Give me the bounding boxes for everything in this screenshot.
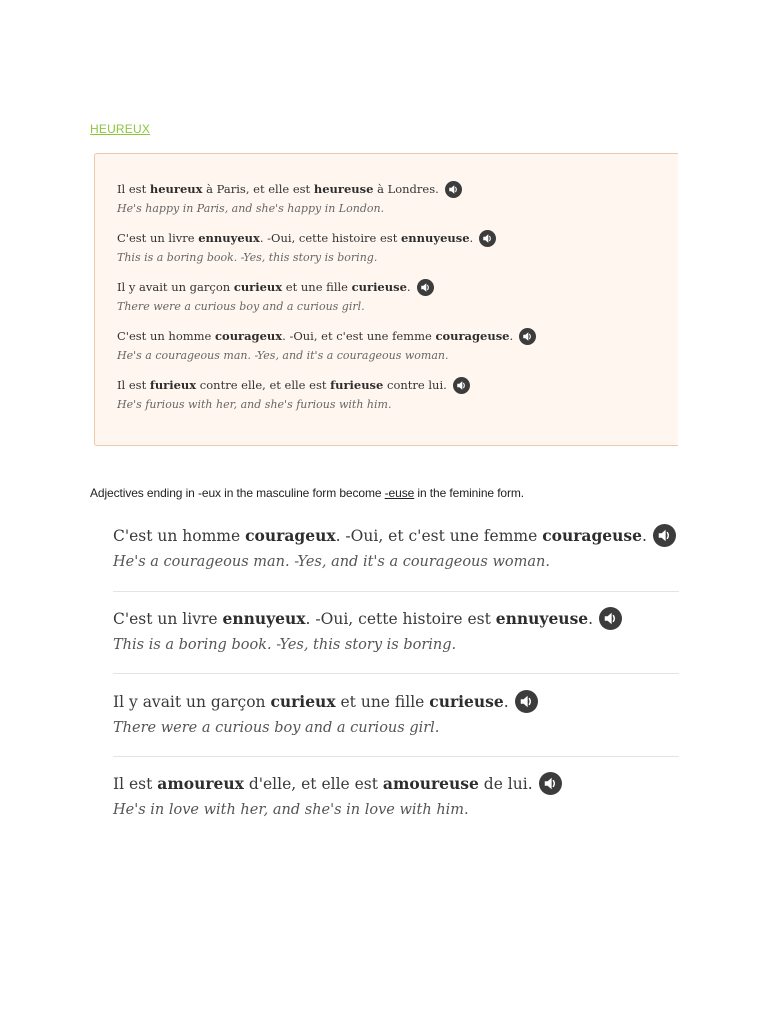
adjective-bold: furieuse (330, 378, 384, 392)
divider (113, 591, 679, 592)
list-example-1 (113, 526, 679, 572)
sentence-text: contre lui. (383, 378, 447, 392)
sentence-text: à Londres. (373, 182, 439, 196)
speaker-icon[interactable] (653, 524, 676, 547)
rule-text-underlined: -euse (384, 486, 415, 500)
adjective-bold: courageuse (435, 329, 510, 343)
sentence-text: . (406, 280, 411, 294)
box-example-3 (117, 280, 434, 314)
sentence-text: C'est un homme (117, 329, 216, 343)
adjective-bold: curieux (270, 692, 336, 711)
adjective-bold: ennuyeuse (495, 609, 589, 628)
speaker-icon[interactable] (445, 181, 462, 198)
list-example-3 (113, 692, 679, 738)
example-english: There were a curious boy and a curious girl. (117, 299, 365, 313)
adjective-bold: amoureux (157, 774, 244, 793)
example-french (113, 526, 679, 547)
example-english: He's a courageous man. -Yes, and it's a courageous woman. (117, 348, 449, 362)
example-french (117, 280, 434, 296)
speaker-icon[interactable] (515, 690, 538, 713)
sentence-text: C'est un livre (113, 610, 223, 628)
sentence-text: . (503, 693, 509, 711)
example-english: There were a curious boy and a curious girl. (113, 720, 440, 736)
example-french (117, 329, 536, 345)
adjective-bold: amoureuse (382, 774, 479, 793)
example-french (113, 692, 679, 713)
example-french (113, 774, 679, 795)
sentence-text: contre elle, et elle est (196, 378, 331, 392)
adjective-bold: curieux (233, 280, 283, 294)
list-example-4 (113, 774, 679, 820)
sentence-text: . -Oui, et c'est une femme (282, 329, 436, 343)
example-english: He's a courageous man. -Yes, and it's a courageous woman. (113, 554, 550, 570)
sentence-text: . (509, 329, 514, 343)
sentence-text: C'est un homme (113, 527, 246, 545)
adjective-bold: heureux (149, 182, 203, 196)
rule-statement (90, 486, 524, 500)
adjective-bold: ennuyeux (198, 231, 260, 245)
sentence-text: et une fille (282, 280, 352, 294)
rule-text-before: Adjectives ending in -eux in the masculine form become (90, 486, 385, 500)
examples-box (94, 153, 678, 446)
sentence-text: d'elle, et elle est (243, 775, 383, 793)
example-french (113, 609, 679, 630)
box-example-4 (117, 329, 536, 363)
box-example-5 (117, 378, 470, 412)
adjective-bold: furieux (149, 378, 197, 392)
adjective-bold: ennuyeux (222, 609, 306, 628)
sentence-text: Il est (117, 378, 150, 392)
example-french (117, 378, 470, 394)
example-english: This is a boring book. -Yes, this story is boring. (117, 250, 378, 264)
sentence-text: Il est (117, 182, 150, 196)
example-english: He's in love with her, and she's in love with him. (113, 802, 469, 818)
speaker-icon[interactable] (417, 279, 434, 296)
speaker-icon[interactable] (453, 377, 470, 394)
box-example-1 (117, 182, 462, 216)
speaker-icon[interactable] (539, 772, 562, 795)
example-french (117, 182, 462, 198)
speaker-icon[interactable] (479, 230, 496, 247)
example-french (117, 231, 496, 247)
sentence-text: . -Oui, cette histoire est (259, 231, 401, 245)
speaker-icon[interactable] (599, 607, 622, 630)
sentence-text: Il est (113, 775, 158, 793)
sentence-text: . -Oui, cette histoire est (305, 610, 496, 628)
sentence-text: Il y avait un garçon (113, 693, 271, 711)
sentence-text: . (642, 527, 647, 545)
sentence-text: . -Oui, et c'est une femme (335, 527, 543, 545)
example-english: He's furious with her, and she's furious with him. (117, 397, 392, 411)
sentence-text: . (469, 231, 474, 245)
rule-text-after: in the feminine form. (414, 486, 525, 500)
sentence-text: à Paris, et elle est (202, 182, 314, 196)
divider (113, 756, 679, 757)
adjective-bold: courageux (215, 329, 283, 343)
sentence-text: C'est un livre (117, 231, 199, 245)
sentence-text: de lui. (478, 775, 533, 793)
heading-heureux-link[interactable]: HEUREUX (90, 122, 151, 136)
adjective-bold: heureuse (313, 182, 374, 196)
adjective-bold: courageuse (542, 526, 643, 545)
example-english: He's happy in Paris, and she's happy in London. (117, 201, 385, 215)
adjective-bold: ennuyeuse (400, 231, 470, 245)
adjective-bold: curieuse (429, 692, 504, 711)
sentence-text: et une fille (335, 693, 430, 711)
sentence-text: Il y avait un garçon (117, 280, 234, 294)
list-example-2 (113, 609, 679, 655)
adjective-bold: curieuse (351, 280, 407, 294)
example-english: This is a boring book. -Yes, this story is boring. (113, 637, 457, 653)
speaker-icon[interactable] (519, 328, 536, 345)
adjective-bold: courageux (245, 526, 336, 545)
divider (113, 673, 679, 674)
box-example-2 (117, 231, 496, 265)
sentence-text: . (588, 610, 594, 628)
